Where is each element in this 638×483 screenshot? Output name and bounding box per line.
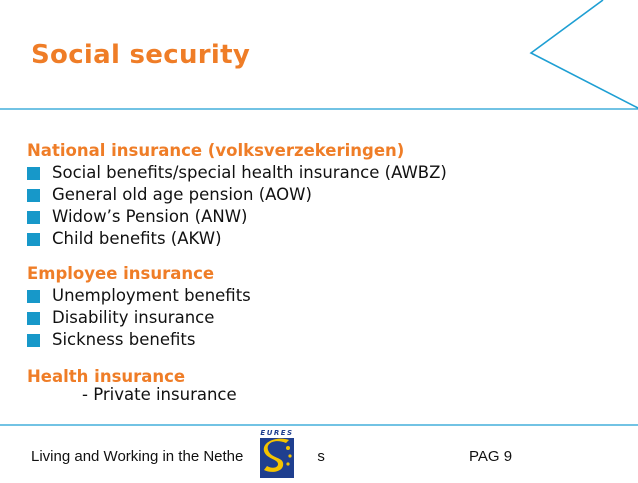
national-insurance-heading: National insurance (volksverzekeringen) (27, 141, 405, 160)
list-item (27, 307, 587, 329)
eures-logo-icon (256, 426, 298, 479)
footer-text-tail: s (317, 448, 325, 465)
section-spacer (27, 250, 587, 263)
list-item-label: Child benefits (AKW) (52, 229, 222, 248)
section-spacer (27, 351, 587, 366)
square-bullet-icon (27, 334, 40, 347)
page-number: PAG 9 (469, 448, 513, 465)
square-bullet-icon (27, 233, 40, 246)
square-bullet-icon (27, 167, 40, 180)
square-bullet-icon (27, 211, 40, 224)
list-item-label: Social benefits/special health insurance (AWBZ) (52, 163, 447, 182)
list-item (27, 162, 587, 184)
list-item-label: Sickness benefits (52, 330, 196, 349)
eures-logo-wordmark: EURES (260, 429, 294, 437)
square-bullet-icon (27, 312, 40, 325)
footer-text-main: Living and Working in the Nethe (31, 448, 244, 465)
list-item (27, 184, 587, 206)
list-item-label: Disability insurance (52, 308, 215, 327)
square-bullet-icon (27, 290, 40, 303)
eures-logo-star (286, 446, 290, 450)
list-item (27, 285, 587, 307)
eures-logo (256, 426, 298, 479)
eures-logo-star (286, 462, 289, 465)
list-item-label: Unemployment benefits (52, 286, 251, 305)
eures-logo-star (288, 454, 291, 457)
list-item (27, 228, 587, 250)
employee-insurance-heading: Employee insurance (27, 264, 215, 283)
private-insurance-item: - Private insurance (82, 385, 237, 404)
list-item (27, 206, 587, 228)
slide-body (27, 140, 587, 404)
chevron-decoration-shape (531, 0, 638, 108)
square-bullet-icon (27, 189, 40, 202)
health-insurance-heading: Health insurance (27, 367, 186, 386)
list-item-label: Widow’s Pension (ANW) (52, 207, 248, 226)
list-item-label: General old age pension (AOW) (52, 185, 312, 204)
list-item (27, 329, 587, 351)
slide-title: Social security (31, 40, 251, 70)
